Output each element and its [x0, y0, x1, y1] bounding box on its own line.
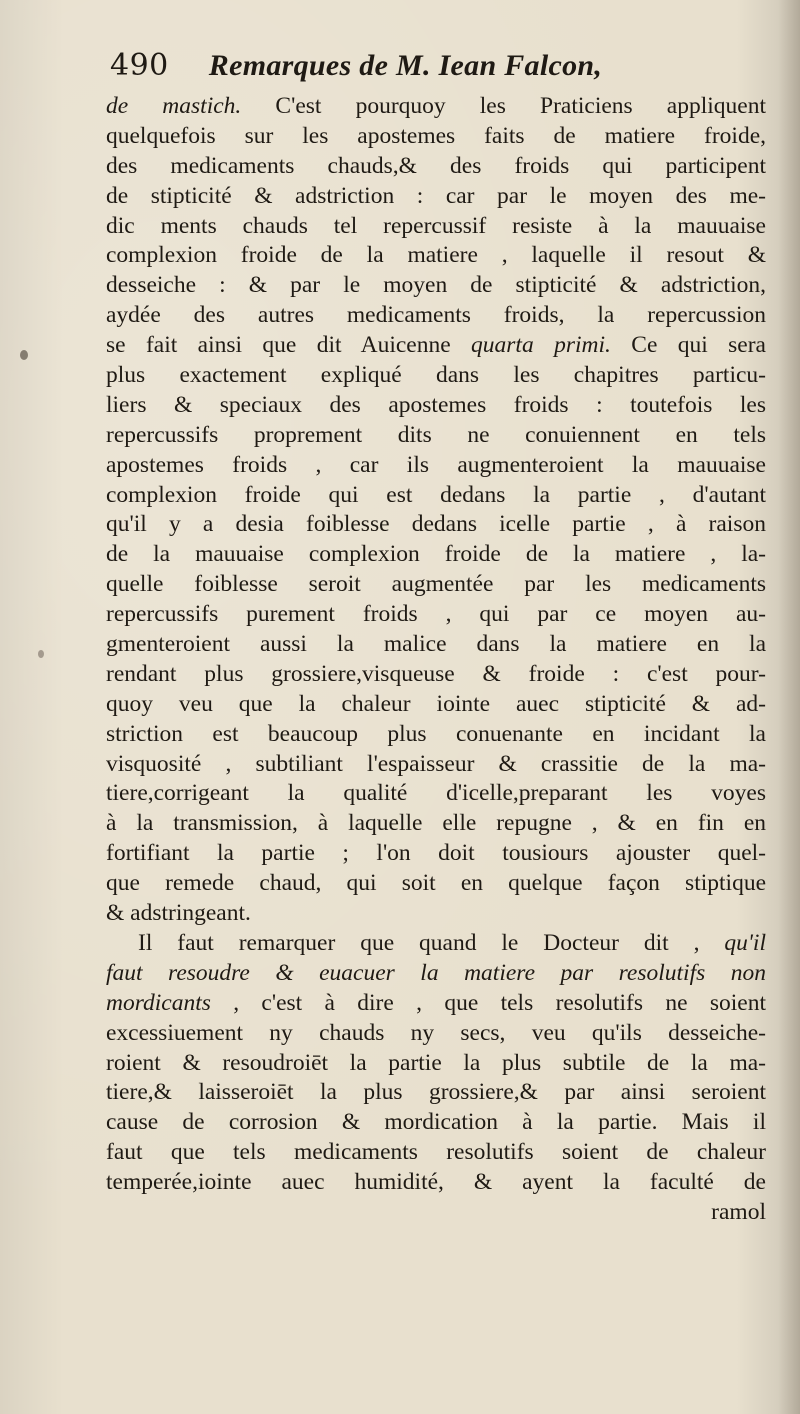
- text-line: [106, 690, 766, 720]
- italic-text: quarta primi.: [471, 332, 611, 359]
- text-run: quoy veu que la chaleur iointe auec stipticité & ad-: [106, 690, 766, 717]
- text-line: [106, 122, 766, 152]
- text-line: [106, 750, 766, 780]
- text-line: [106, 361, 766, 391]
- text-line: [106, 660, 766, 690]
- text-run: tiere,& laisseroiēt la plus grossiere,& par ainsi seroient: [106, 1079, 766, 1106]
- text-line: [106, 182, 766, 212]
- text-run: visquosité , subtiliant l'espaisseur & crassitie de la ma-: [106, 750, 766, 777]
- text-run: complexion froide de la matiere , laquelle il resout &: [106, 242, 766, 269]
- text-line: [106, 1078, 766, 1108]
- text-line: [106, 451, 766, 481]
- text-run: tiere,corrigeant la qualité d'icelle,preparant les voyes: [106, 780, 766, 807]
- text-line: [106, 1198, 766, 1228]
- text-line: [106, 241, 766, 271]
- text-run: & adstringeant.: [106, 900, 251, 927]
- running-title: Remarques de M. Iean Falcon,: [208, 49, 603, 82]
- page-header: [110, 48, 770, 90]
- text-line: [106, 630, 766, 660]
- text-line: [106, 510, 766, 540]
- text-line: [106, 1108, 766, 1138]
- text-line: [106, 92, 766, 122]
- italic-text: faut resoudre & euacuer la matiere par resolutifs non: [106, 959, 766, 986]
- text-line: [106, 869, 766, 899]
- text-run: Ce qui sera: [610, 332, 766, 359]
- text-run: aydée des autres medicaments froids, la repercussion: [106, 302, 766, 329]
- text-run: faut que tels medicaments resolutifs soient de chaleur: [106, 1139, 766, 1166]
- italic-text: de mastich.: [106, 93, 242, 119]
- text-run: repercussifs proprement dits ne conuiennent en tels: [106, 421, 766, 448]
- text-run: complexion froide qui est dedans la partie , d'autant: [106, 481, 766, 508]
- text-line: [106, 421, 766, 451]
- text-run: , c'est à dire , que tels resolutifs ne soient: [210, 989, 766, 1016]
- text-run: temperée,iointe auec humidité, & ayent la faculté de: [106, 1169, 766, 1196]
- page-edge-shadow: [778, 0, 800, 1414]
- text-run: des medicaments chauds,& des froids qui participent: [106, 152, 766, 179]
- text-run: excessiuement ny chauds ny secs, veu qu'ils desseiche-: [106, 1019, 766, 1046]
- text-line: [106, 779, 766, 809]
- text-line: [106, 331, 766, 361]
- text-run: roient & resoudroiēt la partie la plus subtile de la ma-: [106, 1049, 766, 1076]
- italic-text: qu'il: [724, 929, 766, 956]
- text-line: [106, 1049, 766, 1079]
- text-run: desseiche : & par le moyen de stipticité & adstriction,: [106, 272, 766, 299]
- text-run: C'est pourquoy les Praticiens appliquent: [241, 93, 766, 119]
- text-line: [106, 271, 766, 301]
- text-run: dic ments chauds tel repercussif resiste à la mauuaise: [106, 212, 766, 239]
- text-line: [106, 929, 766, 959]
- text-run: ramol: [711, 1198, 766, 1225]
- text-line: [106, 212, 766, 242]
- text-line: [106, 1168, 766, 1198]
- text-line: [106, 600, 766, 630]
- text-run: Il faut remarquer que quand le Docteur dit ,: [138, 929, 725, 956]
- text-run: fortifiant la partie ; l'on doit tousiours ajouster quel-: [106, 840, 766, 867]
- text-run: rendant plus grossiere,visqueuse & froide : c'est pour-: [106, 660, 766, 687]
- text-run: de la mauuaise complexion froide de la matiere , la-: [106, 541, 766, 568]
- ink-smudge: [20, 350, 28, 360]
- text-line: [106, 809, 766, 839]
- text-line: [106, 989, 766, 1019]
- text-run: quelquefois sur les apostemes faits de matiere froide,: [106, 122, 766, 149]
- text-line: [106, 540, 766, 570]
- text-run: de stipticité & adstriction : car par le moyen des me-: [106, 182, 766, 209]
- text-run: repercussifs purement froids , qui par ce moyen au-: [106, 601, 766, 628]
- text-run: se fait ainsi que dit Auicenne: [106, 332, 472, 359]
- text-run: striction est beaucoup plus conuenante en incidant la: [106, 720, 766, 747]
- text-line: [106, 1019, 766, 1049]
- text-line: [106, 839, 766, 869]
- text-run: gmenteroient aussi la malice dans la matiere en la: [106, 631, 766, 658]
- text-run: cause de corrosion & mordication à la partie. Mais il: [106, 1109, 766, 1136]
- text-run: qu'il y a desia foiblesse dedans icelle partie , à raison: [106, 511, 766, 538]
- text-line: [106, 481, 766, 511]
- text-line: [106, 570, 766, 600]
- ink-smudge: [38, 650, 44, 658]
- text-line: [106, 152, 766, 182]
- text-run: quelle foiblesse seroit augmentée par les medicaments: [106, 571, 766, 598]
- text-run: apostemes froids , car ils augmenteroient la mauuaise: [106, 451, 766, 478]
- italic-text: mordicants: [106, 989, 211, 1016]
- text-line: [106, 1138, 766, 1168]
- text-line: [106, 391, 766, 421]
- text-run: plus exactement expliqué dans les chapitres particu-: [106, 362, 766, 389]
- page-number: 490: [110, 48, 169, 83]
- text-run: à la transmission, à laquelle elle repugne , & en fin en: [106, 810, 766, 837]
- text-line: [106, 720, 766, 750]
- text-line: [106, 899, 766, 929]
- text-run: que remede chaud, qui soit en quelque façon stiptique: [106, 870, 766, 897]
- text-line: [106, 959, 766, 989]
- text-run: liers & speciaux des apostemes froids : toutefois les: [106, 391, 766, 418]
- body-text: [106, 92, 766, 1228]
- text-line: [106, 301, 766, 331]
